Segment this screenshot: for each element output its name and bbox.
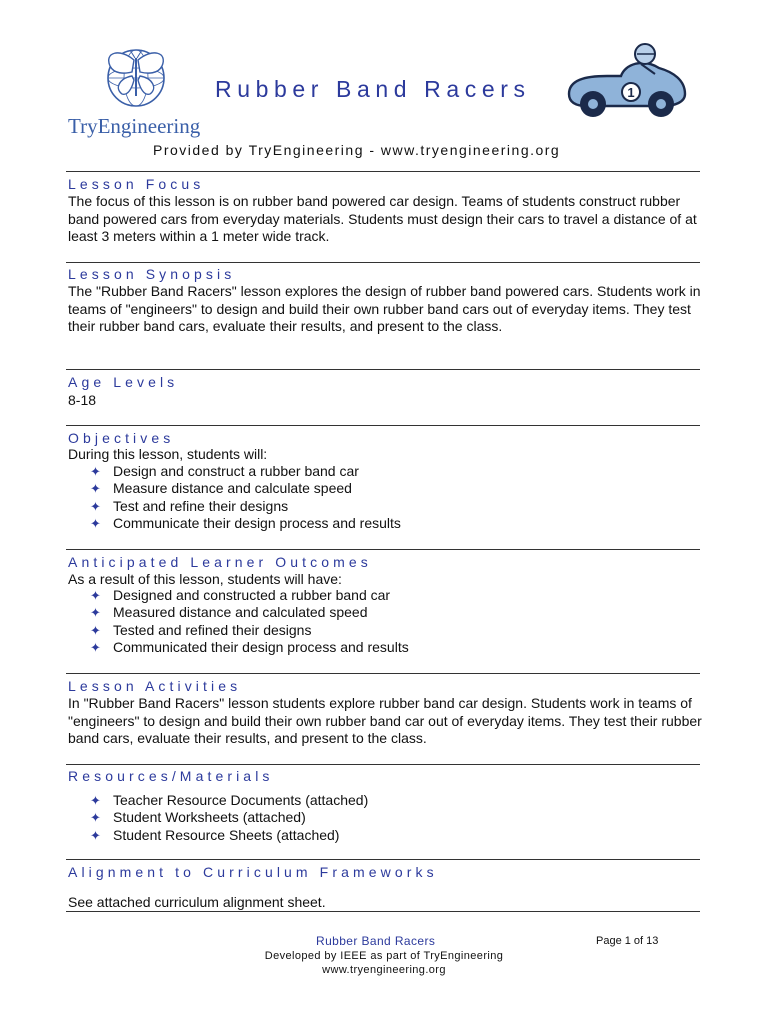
heading-age-levels: Age Levels [68, 374, 179, 390]
footer-url: www.tryengineering.org [322, 964, 446, 976]
bullet-icon: ✦ [90, 640, 101, 656]
list-item-text: Design and construct a rubber band car [113, 463, 359, 479]
section-divider [66, 911, 700, 912]
list-item-text: Student Worksheets (attached) [113, 809, 306, 826]
list-item [88, 498, 401, 515]
heading-objectives: Objectives [68, 430, 175, 446]
list-item [88, 792, 368, 809]
list-item [88, 639, 409, 656]
list-item-text: Communicate their design process and results [113, 515, 401, 532]
section-divider [66, 425, 700, 426]
lesson-synopsis-text: The "Rubber Band Racers" lesson explores the design of rubber band powered cars. Students work in teams of "engineers" to design and build their own rubber band cars out of everyday items. They test their rubber band cars, evaluate their results, and present to the class. [68, 283, 701, 335]
bullet-icon: ✦ [90, 588, 101, 603]
outcomes-list [88, 587, 409, 657]
section-divider [66, 369, 700, 370]
race-car-icon [563, 42, 691, 122]
list-item-text: Tested and refined their designs [113, 621, 312, 638]
footer-developed-by: Developed by IEEE as part of TryEngineering [264, 950, 504, 962]
lesson-focus-text: The focus of this lesson is on rubber band powered car design. Teams of students construct rubber band powered cars from everyday materials. Students must design their cars to travel a distance of at least 3 meters within a 1 meter wide track. [68, 193, 697, 245]
age-levels-value: 8-18 [68, 392, 97, 408]
logo-wordmark: TryEngineering [68, 114, 201, 138]
list-item [88, 587, 409, 604]
list-item-text: Student Resource Sheets (attached) [113, 826, 340, 843]
list-item-text: Communicated their design process and results [113, 639, 409, 656]
objectives-list [88, 463, 401, 533]
heading-lesson-focus: Lesson Focus [68, 176, 205, 192]
list-item [88, 480, 401, 497]
list-item [88, 604, 409, 621]
list-item [88, 809, 368, 826]
heading-anticipated-learner-outcomes: Anticipated Learner Outcomes [68, 554, 372, 570]
list-item [88, 622, 409, 639]
car-number: 1 [627, 85, 635, 100]
section-divider [66, 673, 700, 674]
footer-title: Rubber Band Racers [316, 934, 436, 948]
alignment-text: See attached curriculum alignment sheet. [68, 894, 326, 910]
bullet-icon: ✦ [90, 622, 101, 638]
document-title: Rubber Band Racers [215, 76, 531, 102]
heading-resources-materials: Resources/Materials [68, 768, 274, 784]
bullet-icon: ✦ [90, 464, 101, 479]
list-item-text: Teacher Resource Documents (attached) [113, 792, 369, 808]
butterfly-globe-icon [68, 44, 208, 116]
outcomes-intro: As a result of this lesson, students will have: [68, 571, 342, 587]
bullet-icon: ✦ [90, 498, 101, 514]
section-divider [66, 859, 700, 860]
section-divider [66, 262, 700, 263]
bullet-icon: ✦ [90, 810, 101, 826]
list-item-text: Measured distance and calculated speed [113, 604, 368, 621]
list-item [88, 463, 401, 480]
section-divider [66, 549, 700, 550]
bullet-icon: ✦ [90, 516, 101, 532]
objectives-intro: During this lesson, students will: [68, 446, 268, 462]
bullet-icon: ✦ [90, 827, 101, 843]
bullet-icon: ✦ [90, 793, 101, 808]
section-divider [66, 764, 700, 765]
list-item-text: Measure distance and calculate speed [113, 480, 352, 497]
bullet-icon: ✦ [90, 605, 101, 621]
heading-alignment-to-curriculum-frameworks: Alignment to Curriculum Frameworks [68, 864, 438, 880]
provided-by-line: Provided by TryEngineering - www.tryengineering.org [153, 142, 561, 158]
race-car-illustration [563, 42, 691, 122]
tryengineering-logo [68, 44, 208, 139]
section-divider [66, 171, 700, 172]
bullet-icon: ✦ [90, 481, 101, 497]
list-item-text: Designed and constructed a rubber band car [113, 587, 391, 603]
lesson-activities-text: In "Rubber Band Racers" lesson students explore rubber band car design. Students work in teams of "engineers" to design and build their own rubber band car out of everyday items. They test their rubber band cars, evaluate their results, and present to the class. [68, 695, 702, 747]
footer-page-number: Page 1 of 13 [596, 935, 659, 947]
resources-list [88, 792, 368, 844]
heading-lesson-activities: Lesson Activities [68, 678, 242, 694]
heading-lesson-synopsis: Lesson Synopsis [68, 266, 236, 282]
list-item [88, 827, 368, 844]
list-item-text: Test and refine their designs [113, 497, 289, 514]
list-item [88, 515, 401, 532]
